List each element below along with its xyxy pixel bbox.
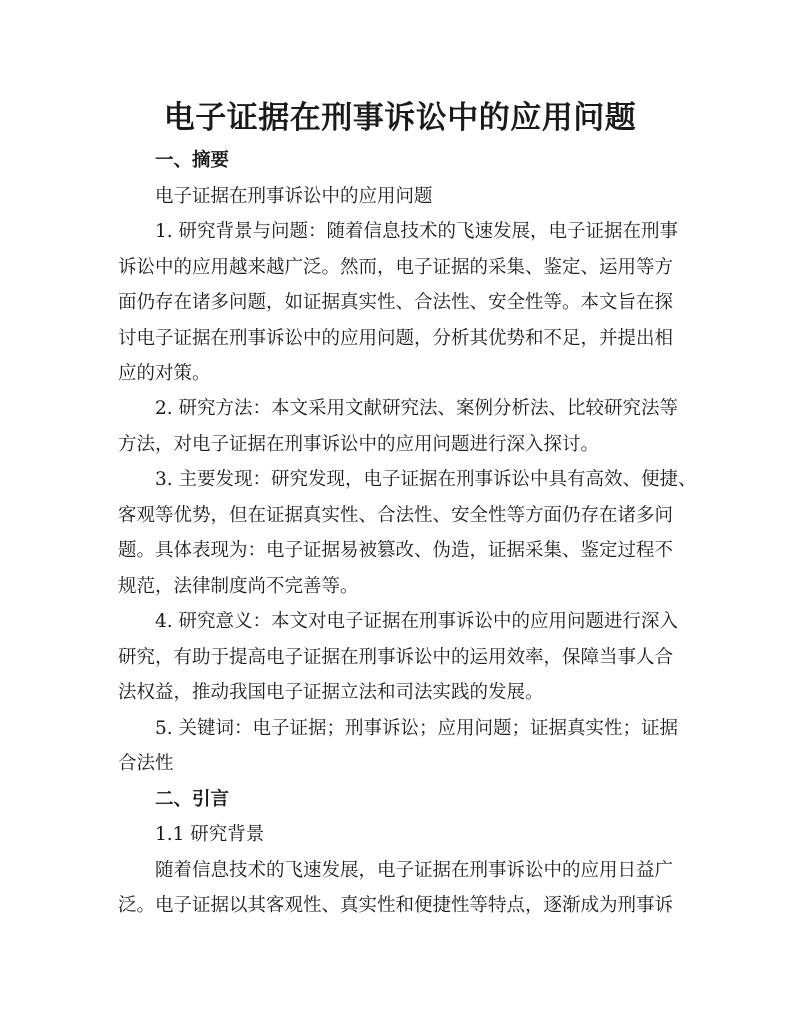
paragraph-line: 题。具体表现为：电子证据易被篡改、伪造，证据采集、鉴定过程不 (118, 540, 674, 561)
paragraph-line: 5. 关键词：电子证据；刑事诉讼；应用问题；证据真实性；证据 (155, 718, 679, 739)
paragraph-line: 面仍存在诸多问题，如证据真实性、合法性、安全性等。本文旨在探 (118, 292, 674, 313)
paragraph-line: 2. 研究方法：本文采用文献研究法、案例分析法、比较研究法等 (155, 398, 679, 419)
document-title: 电子证据在刑事诉讼中的应用问题 (163, 100, 637, 136)
paragraph-line: 法权益，推动我国电子证据立法和司法实践的发展。 (118, 682, 544, 703)
paragraph-line: 3. 主要发现：研究发现，电子证据在刑事诉讼中具有高效、便捷、 (155, 469, 697, 490)
paragraph-line: 客观等优势，但在证据真实性、合法性、安全性等方面仍存在诸多问 (118, 505, 674, 526)
subsection-heading: 1.1 研究背景 (155, 824, 265, 845)
abstract-title: 电子证据在刑事诉讼中的应用问题 (155, 186, 433, 207)
paragraph-line: 1. 研究背景与问题：随着信息技术的飞速发展，电子证据在刑事 (155, 221, 679, 242)
paragraph-line: 方法，对电子证据在刑事诉讼中的应用问题进行深入探讨。 (118, 434, 600, 455)
section-heading-abstract: 一、摘要 (155, 150, 230, 171)
paragraph-line: 合法性 (118, 753, 174, 774)
paragraph-line: 讨电子证据在刑事诉讼中的应用问题，分析其优势和不足，并提出相 (118, 328, 674, 349)
paragraph-line: 4. 研究意义：本文对电子证据在刑事诉讼中的应用问题进行深入 (155, 611, 679, 632)
paragraph-line: 应的对策。 (118, 363, 211, 384)
paragraph-line: 规范，法律制度尚不完善等。 (118, 576, 359, 597)
paragraph-line: 随着信息技术的飞速发展，电子证据在刑事诉讼中的应用日益广 (155, 860, 674, 881)
paragraph-line: 泛。电子证据以其客观性、真实性和便捷性等特点，逐渐成为刑事诉 (118, 895, 674, 916)
paragraph-line: 研究，有助于提高电子证据在刑事诉讼中的运用效率，保障当事人合 (118, 647, 674, 668)
paragraph-line: 诉讼中的应用越来越广泛。然而，电子证据的采集、鉴定、运用等方 (118, 257, 674, 278)
section-heading-introduction: 二、引言 (155, 789, 230, 810)
